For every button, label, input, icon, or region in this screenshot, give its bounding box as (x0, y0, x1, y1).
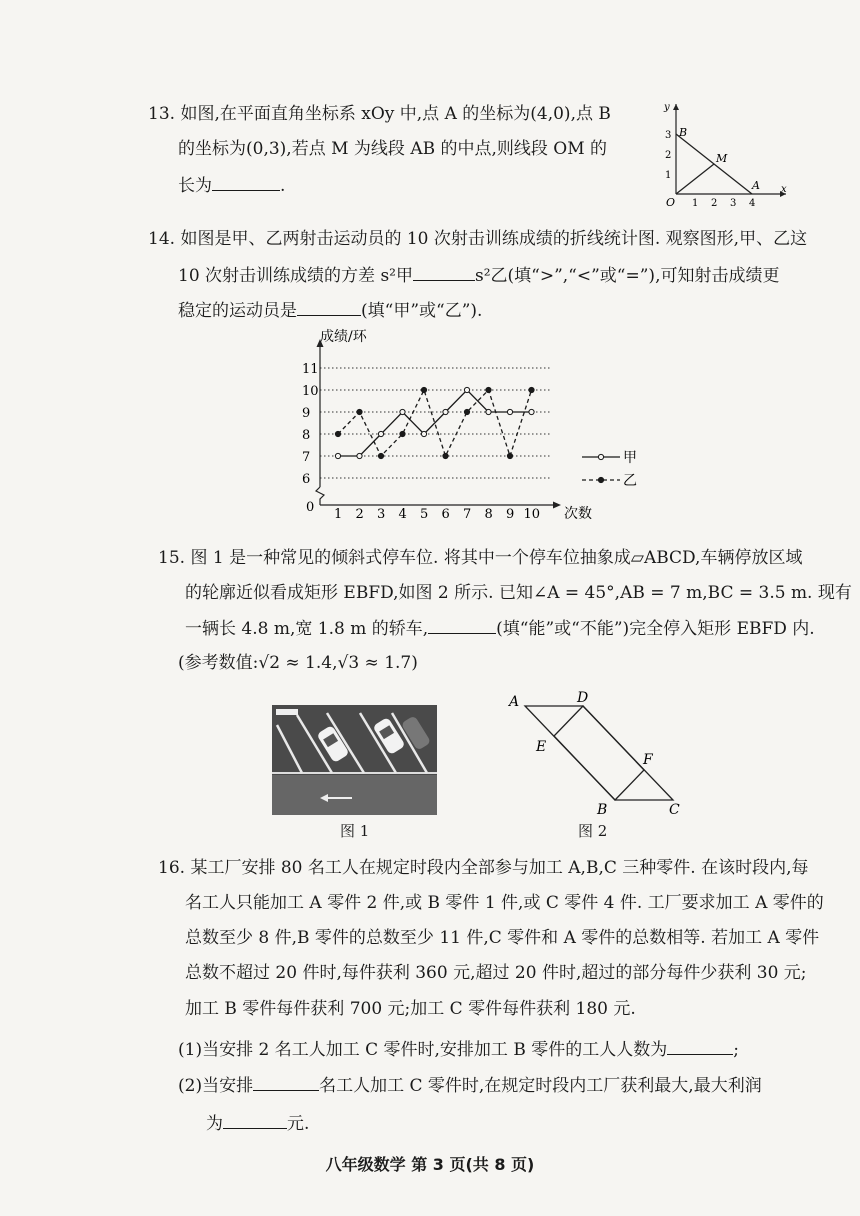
q16-line-1: 16. 某工厂安排 80 名工人在规定时段内全部参与加工 A,B,C 三种零件. 在该时段内,每 (158, 858, 809, 878)
sign-icon (276, 709, 298, 715)
x-tick-label: 5 (420, 507, 429, 522)
axis-break-icon (316, 487, 324, 505)
q13-line-3-suffix: . (280, 176, 286, 196)
q13-line-1: 13. 如图,在平面直角坐标系 xOy 中,点 A 的坐标为(4,0),点 B (148, 104, 611, 124)
legend-marker-2 (598, 477, 603, 482)
q15-line-3-suffix: (填“能”或“不能”)完全停入矩形 EBFD 内. (496, 619, 815, 639)
q14-line-3 (178, 299, 482, 322)
q15-line-4: (参考数值:√2 ≈ 1.4,√3 ≈ 1.7) (178, 653, 418, 673)
q16-sub-2 (178, 1074, 762, 1097)
point-d-label: D (577, 690, 589, 706)
q16-sub-1-prefix: (1)当安排 2 名工人加工 C 零件时,安排加工 B 零件的工人人数为 (178, 1040, 668, 1060)
data-point (421, 387, 426, 392)
x-tick-label: 8 (484, 507, 493, 522)
q13-y-arrow-icon (673, 104, 679, 110)
q14-line-3-suffix: (填“甲”或“乙”). (361, 301, 483, 321)
q16-sub-2-suffix: 名工人加工 C 零件时,在规定时段内工厂获利最大,最大利润 (319, 1076, 762, 1096)
q16-line-2: 名工人只能加工 A 零件 2 件,或 B 零件 1 件,或 C 零件 4 件. 工厂要求加工 A 零件的 (185, 893, 824, 913)
legend-label-1: 甲 (623, 450, 637, 466)
q16-line-5: 加工 B 零件每件获利 700 元;加工 C 零件每件获利 180 元. (185, 999, 636, 1019)
q15-line-2: 的轮廓近似看成矩形 EBFD,如图 2 所示. 已知∠A = 45°,AB = 7 m,BC = 3.5 m. 现有 (185, 583, 852, 603)
q13-coordinate-figure (648, 98, 798, 213)
x-tick-label: 4 (398, 507, 407, 522)
point-c-label: C (669, 802, 680, 818)
q16-profit-blank[interactable] (223, 1112, 287, 1129)
q13-line-2: 的坐标为(0,3),若点 M 为线段 AB 的中点,则线段 OM 的 (178, 139, 608, 159)
data-point (464, 387, 469, 392)
q14-line-1: 14. 如图是甲、乙两射击运动员的 10 次射击训练成绩的折线统计图. 观察图形,甲、乙这 (148, 229, 808, 249)
x-tick-label: 1 (334, 507, 343, 522)
q16-sub-2-count-blank[interactable] (253, 1074, 319, 1091)
data-point (335, 431, 340, 436)
x-axis-label: 次数 (564, 506, 592, 522)
legend-label-2: 乙 (623, 473, 637, 489)
road-area (272, 775, 437, 815)
data-point (443, 409, 448, 414)
y-tick-label: 8 (302, 428, 311, 443)
x-tick-label: 9 (506, 507, 515, 522)
q13-segment-om (676, 164, 714, 194)
data-point (529, 409, 534, 414)
data-point (400, 431, 405, 436)
y-tick-label: 9 (302, 406, 311, 421)
q15-figure-1-caption: 图 1 (340, 822, 370, 840)
q16-line-3: 总数至少 8 件,B 零件的总数至少 11 件,C 零件和 A 零件的总数相等. 若加工 A 零件 (185, 928, 820, 948)
q13-y-tick-1: 1 (665, 170, 672, 181)
q15-parking-photo (272, 705, 437, 815)
x-arrow-icon (553, 502, 561, 509)
page-footer: 八年级数学 第 3 页(共 8 页) (325, 1155, 535, 1174)
data-point (507, 453, 512, 458)
data-point (378, 453, 383, 458)
x-tick-label: 6 (441, 507, 450, 522)
series-line-1 (338, 390, 532, 456)
q13-x-tick-2: 2 (711, 198, 718, 209)
q13-origin-label: O (666, 196, 676, 209)
origin-label: 0 (306, 500, 315, 515)
q14-line-chart (290, 325, 637, 530)
q13-line-3-prefix: 长为 (178, 176, 212, 196)
q13-point-m-label: M (716, 152, 728, 165)
q16-sub-1 (178, 1038, 739, 1061)
data-point (400, 409, 405, 414)
q15-figure-2-caption: 图 2 (578, 822, 608, 840)
q15-line-3-prefix: 一辆长 4.8 m,宽 1.8 m 的轿车, (185, 619, 429, 639)
q13-x-tick-3: 3 (730, 198, 737, 209)
q13-answer-blank[interactable] (212, 174, 280, 191)
x-tick-label: 7 (463, 507, 472, 522)
q16-sub-1-blank[interactable] (667, 1038, 733, 1055)
data-point (335, 453, 340, 458)
rectangle-ebfd (554, 706, 644, 800)
q13-y-tick-3: 3 (665, 130, 672, 141)
q14-variance-blank[interactable] (413, 264, 475, 281)
y-tick-label: 7 (302, 450, 311, 465)
q16-sub-1-suffix: ; (733, 1040, 739, 1060)
q13-point-a-label: A (752, 179, 760, 192)
q14-line-3-prefix: 稳定的运动员是 (178, 301, 297, 321)
q13-x-tick-1: 1 (692, 198, 699, 209)
q13-point-b-label: B (679, 126, 688, 139)
data-point (357, 409, 362, 414)
data-point (443, 453, 448, 458)
data-point (507, 409, 512, 414)
y-tick-label: 6 (302, 472, 311, 487)
point-b-label: B (597, 802, 608, 818)
data-point (529, 387, 534, 392)
q13-line-3 (178, 174, 285, 197)
data-point (378, 431, 383, 436)
point-e-label: E (536, 739, 547, 755)
point-f-label: F (643, 752, 653, 768)
q16-sub-2-line-2-prefix: 为 (206, 1114, 223, 1134)
q15-line-3 (185, 617, 815, 640)
point-a-label: A (509, 694, 520, 710)
y-axis-label: 成绩/环 (320, 329, 367, 345)
data-point (486, 409, 491, 414)
q13-x-axis-label: x (781, 184, 787, 195)
q13-x-tick-4: 4 (749, 198, 756, 209)
y-tick-label: 10 (302, 384, 319, 399)
data-point (486, 387, 491, 392)
data-point (464, 409, 469, 414)
x-tick-label: 2 (355, 507, 364, 522)
q13-y-axis-label: y (664, 102, 670, 113)
q16-sub-2-line-2-suffix: 元. (287, 1114, 310, 1134)
q14-line-2-suffix: s²乙(填“>”,“<”或“=”),可知射击成绩更 (474, 266, 780, 286)
legend-marker-1 (598, 454, 603, 459)
q15-geometry-figure (505, 688, 695, 818)
data-point (421, 431, 426, 436)
q14-line-2 (178, 264, 779, 287)
q14-line-2-prefix: 10 次射击训练成绩的方差 s²甲 (178, 266, 413, 286)
q15-line-1: 15. 图 1 是一种常见的倾斜式停车位. 将其中一个停车位抽象成▱ABCD,车辆停放区域 (158, 548, 803, 568)
q13-y-tick-2: 2 (665, 150, 672, 161)
data-point (357, 453, 362, 458)
q14-athlete-blank[interactable] (297, 299, 361, 316)
q16-line-4: 总数不超过 20 件时,每件获利 360 元,超过 20 件时,超过的部分每件少获利 30 元; (185, 963, 807, 983)
x-tick-label: 3 (377, 507, 386, 522)
q15-answer-blank[interactable] (428, 617, 496, 634)
x-tick-label: 10 (523, 507, 541, 522)
q16-sub-2-line-2 (206, 1112, 309, 1135)
y-tick-label: 11 (302, 362, 319, 377)
q16-sub-2-prefix: (2)当安排 (178, 1076, 254, 1096)
